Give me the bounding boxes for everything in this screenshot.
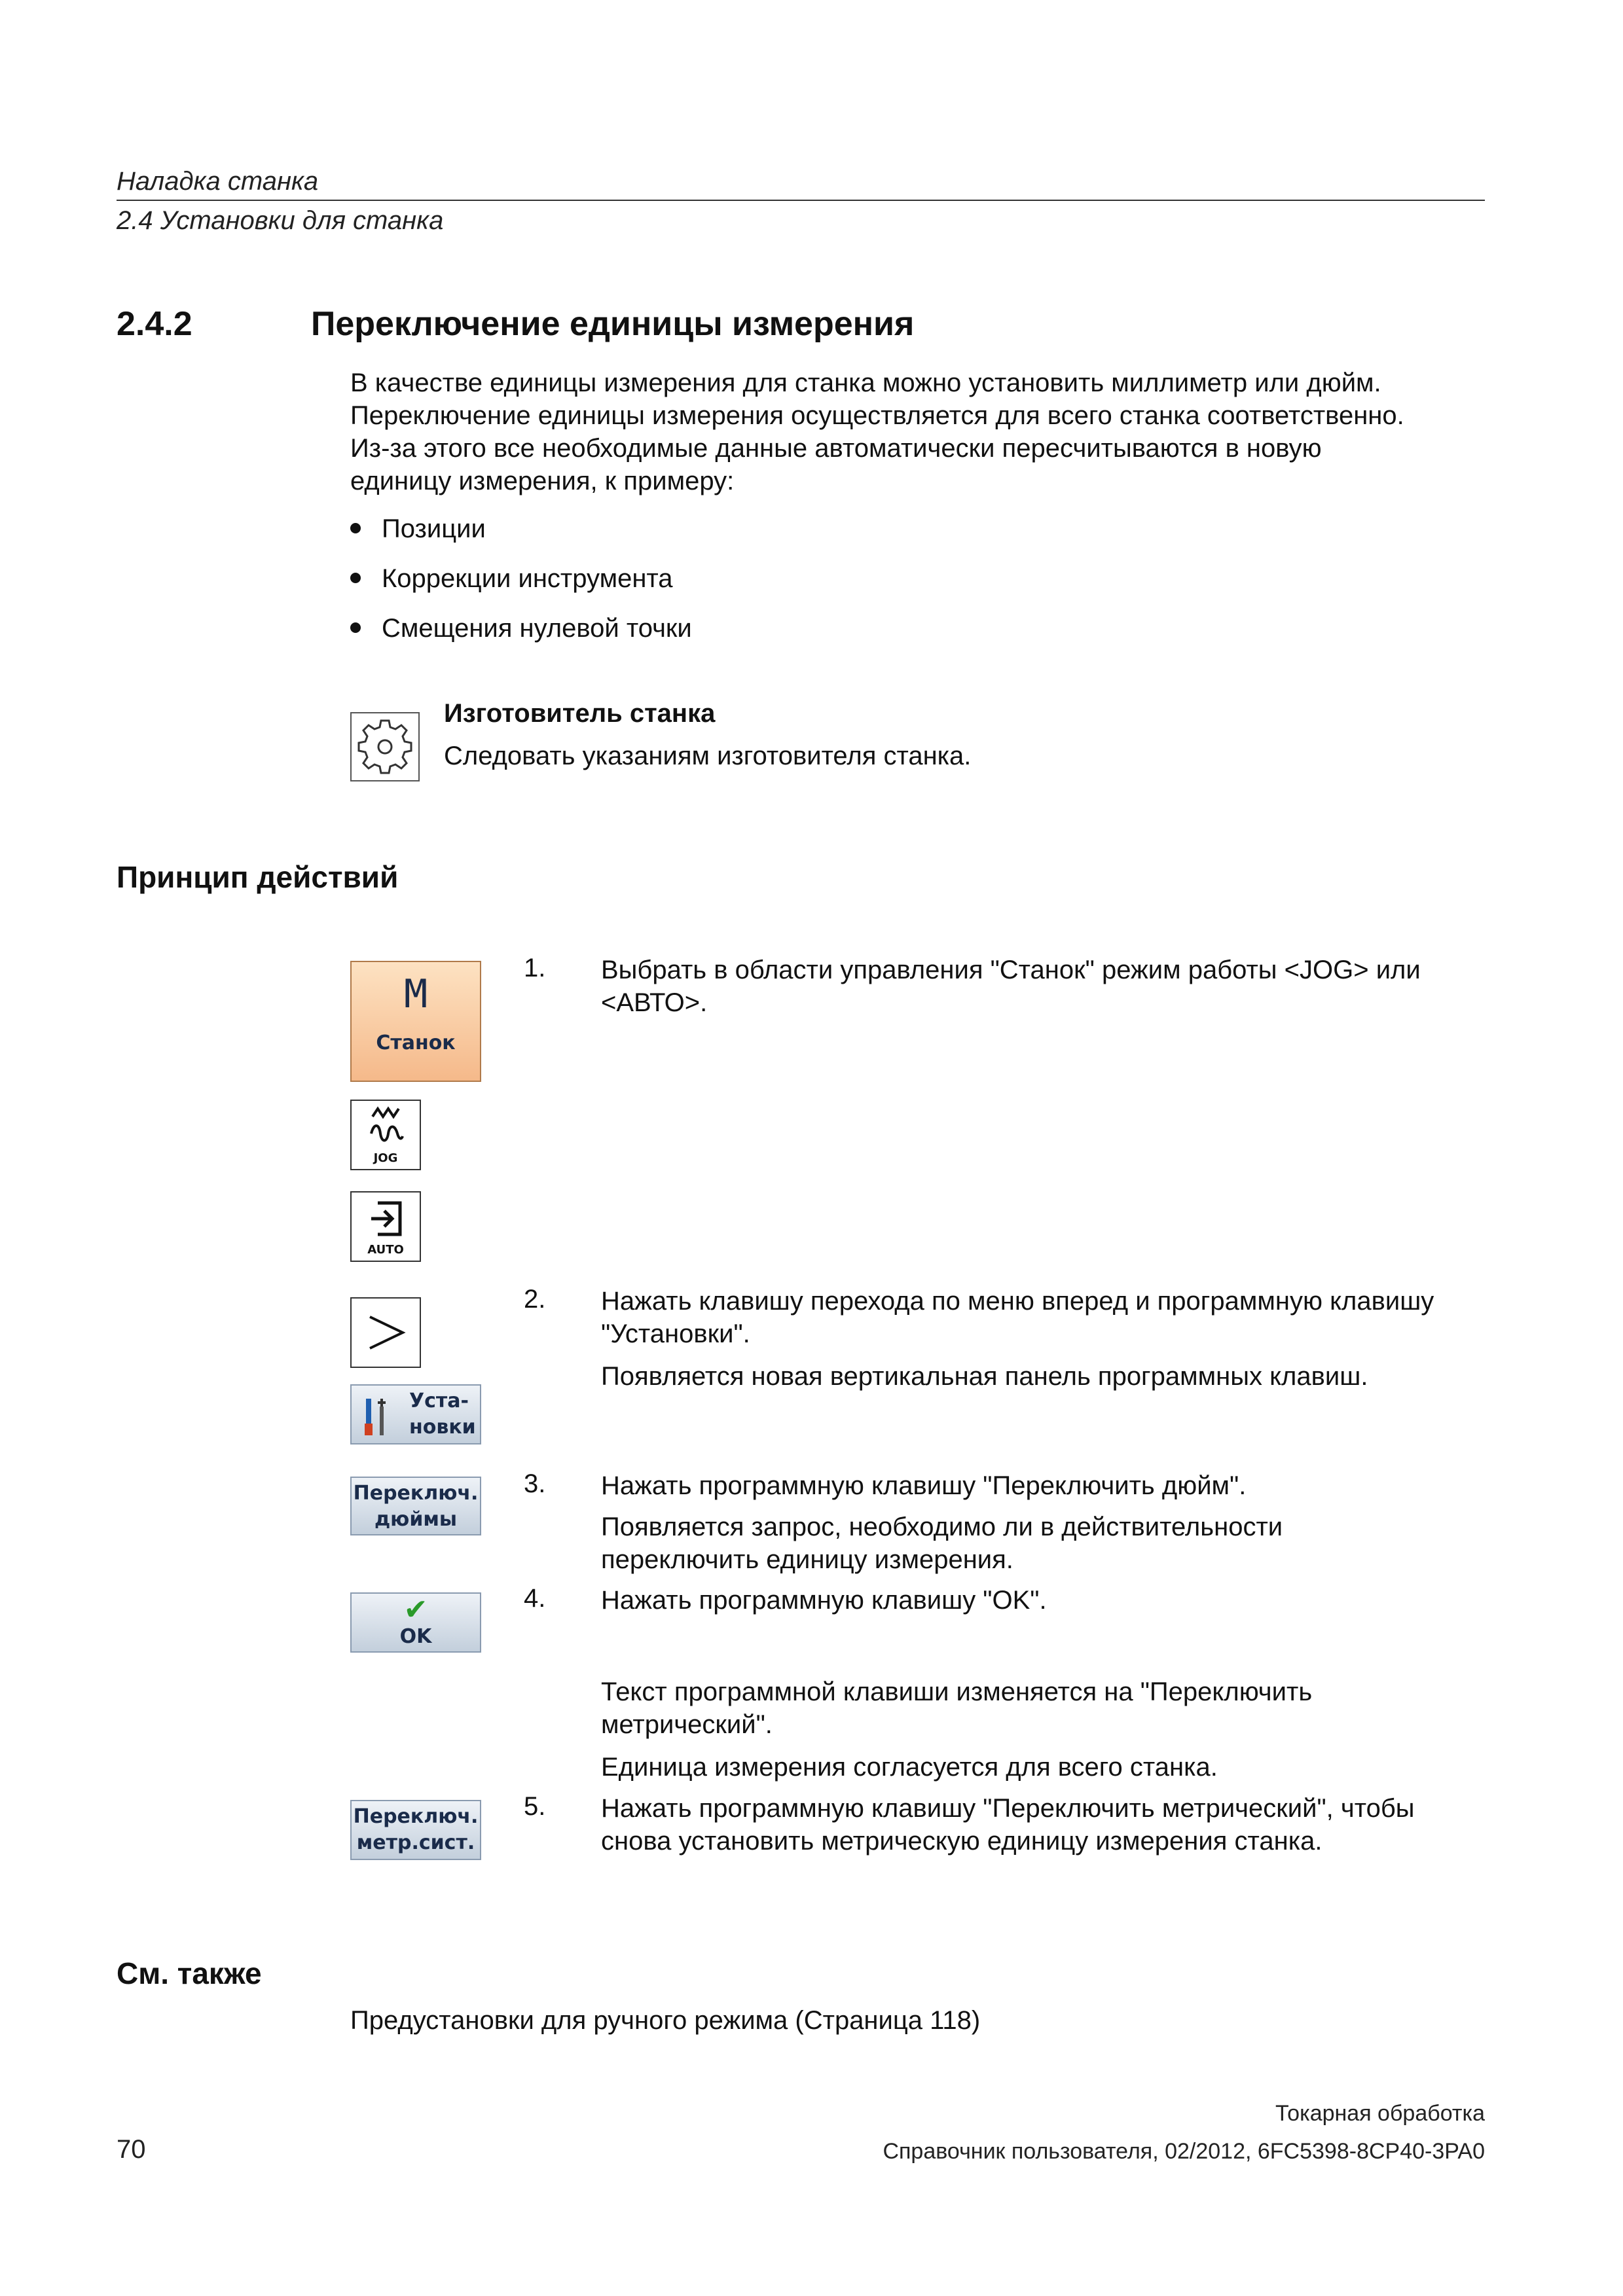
header-divider bbox=[117, 200, 1485, 201]
step-number: 4. bbox=[524, 1584, 546, 1613]
step-number: 2. bbox=[524, 1285, 546, 1314]
softkey-label: Станок bbox=[376, 1031, 456, 1054]
see-also-link[interactable]: Предустановки для ручного режима (Страница 118) bbox=[350, 2006, 981, 2035]
step-text: Нажать программную клавишу "Переключить метрический", чтобы снова установить метрическую единицу измерения станка. bbox=[601, 1794, 1415, 1856]
checkmark-icon: ✔ bbox=[403, 1593, 428, 1626]
intro-paragraph bbox=[350, 367, 1489, 497]
intro-line: Переключение единицы измерения осуществляется для всего станка соответственно. bbox=[350, 401, 1404, 430]
note-text: Следовать указаниям изготовителя станка. bbox=[444, 742, 972, 770]
principle-heading: Принцип действий bbox=[117, 860, 399, 894]
machine-area-softkey[interactable] bbox=[350, 961, 481, 1082]
intro-line: В качестве единицы измерения для станка можно установить миллиметр или дюйм. bbox=[350, 368, 1381, 397]
ok-softkey[interactable] bbox=[350, 1592, 481, 1653]
switch-metric-softkey[interactable] bbox=[350, 1800, 481, 1860]
section-number: 2.4.2 bbox=[117, 305, 192, 343]
key-label: JOG bbox=[373, 1151, 398, 1165]
bullet-item: Смещения нулевой точки bbox=[350, 614, 692, 643]
step-result: Появляется новая вертикальная панель программных клавиш. bbox=[601, 1362, 1368, 1391]
section-title: Переключение единицы измерения bbox=[311, 305, 915, 343]
jog-key[interactable] bbox=[350, 1100, 421, 1170]
auto-icon bbox=[352, 1193, 420, 1245]
softkey-label-line2: дюймы bbox=[374, 1508, 458, 1531]
running-header-chapter: Наладка станка bbox=[117, 167, 319, 196]
softkey-label-line1: Уста- bbox=[409, 1390, 469, 1412]
tools-icon bbox=[362, 1395, 392, 1438]
auto-key[interactable] bbox=[350, 1191, 421, 1262]
softkey-label-line1: Переключ. bbox=[353, 1482, 479, 1505]
machine-icon: M bbox=[403, 971, 428, 1017]
footer-manual: Справочник пользователя, 02/2012, 6FC5398-8CP40-3PA0 bbox=[883, 2139, 1485, 2164]
softkey-label-line2: метр.сист. bbox=[356, 1831, 475, 1854]
note-title: Изготовитель станка bbox=[444, 699, 716, 728]
step-number: 5. bbox=[524, 1792, 546, 1821]
step-result: Появляется запрос, необходимо ли в действительности переключить единицу измерения. bbox=[601, 1513, 1283, 1574]
switch-inch-softkey[interactable] bbox=[350, 1477, 481, 1535]
step-text: Нажать клавишу перехода по меню вперед и программную клавишу "Установки". bbox=[601, 1287, 1434, 1348]
footer-product: Токарная обработка bbox=[1275, 2101, 1485, 2126]
step-result: Текст программной клавиши изменяется на "Переключить метрический". bbox=[601, 1677, 1313, 1739]
intro-line: Из-за этого все необходимые данные автоматически пересчитываются в новую bbox=[350, 434, 1322, 463]
step-result: Единица измерения согласуется для всего станка. bbox=[601, 1753, 1218, 1782]
softkey-label-line2: новки bbox=[409, 1416, 476, 1439]
step-number: 3. bbox=[524, 1469, 546, 1498]
see-also-heading: См. также bbox=[117, 1956, 262, 1990]
menu-forward-key[interactable] bbox=[350, 1297, 421, 1368]
step-text: Нажать программную клавишу "OK". bbox=[601, 1586, 1047, 1615]
step-number: 1. bbox=[524, 954, 546, 982]
page-number: 70 bbox=[117, 2135, 146, 2164]
step-text: Выбрать в области управления "Станок" режим работы <JOG> или <АВТО>. bbox=[601, 956, 1421, 1017]
softkey-label: OK bbox=[399, 1625, 432, 1648]
bullet-item: Коррекции инструмента bbox=[350, 564, 673, 594]
bullet-item: Позиции bbox=[350, 514, 486, 544]
step-text: Нажать программную клавишу "Переключить дюйм". bbox=[601, 1471, 1247, 1500]
softkey-label-line1: Переключ. bbox=[353, 1805, 479, 1828]
jog-icon bbox=[352, 1101, 420, 1153]
intro-line: единицу измерения, к примеру: bbox=[350, 467, 735, 495]
running-header-section: 2.4 Установки для станка bbox=[117, 206, 444, 235]
gear-icon bbox=[350, 712, 420, 781]
chevron-right-icon bbox=[352, 1299, 420, 1367]
settings-softkey[interactable] bbox=[350, 1384, 481, 1444]
key-label: AUTO bbox=[367, 1243, 404, 1257]
